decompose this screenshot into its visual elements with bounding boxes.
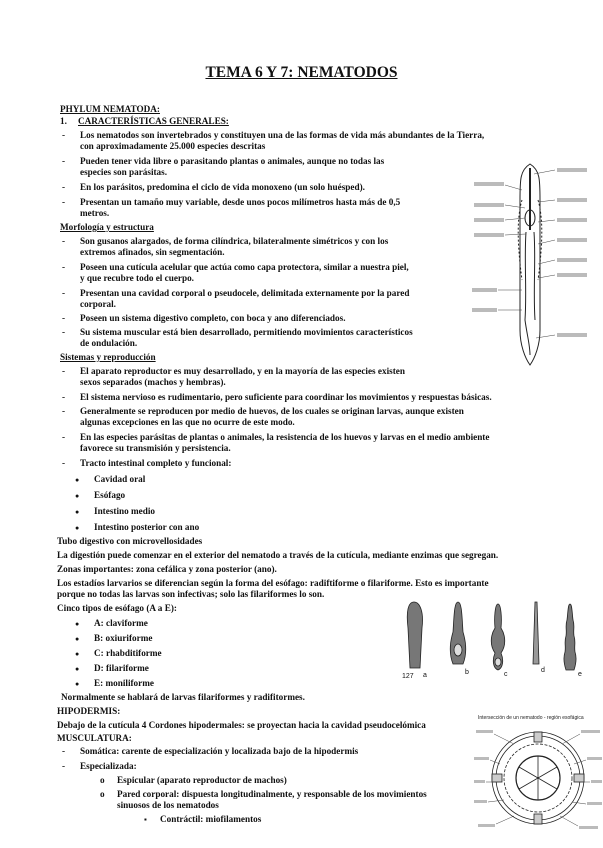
list-item-cont: metros. — [80, 208, 110, 218]
list-item-cont: y que recubre todo el cuerpo. — [80, 273, 194, 283]
esophagus-fig-number: 127 — [402, 673, 414, 680]
list-item-cont: de ondulación. — [80, 338, 138, 348]
paragraph: Tubo digestivo con microvellosidades — [57, 536, 203, 546]
list-item: - Poseen una cutícula acelular que actúa como capa protectora, similar a nuestra piel, — [80, 262, 409, 273]
list-item: - Los nematodos son invertebrados y constituyen una de las formas de vida más abundantes de la Tierra, — [80, 130, 484, 141]
list-item: - Somática: carente de especialización y localizada bajo de la hipodermis — [80, 746, 358, 757]
subheading-morphology: Morfología y estructura — [60, 222, 154, 232]
esophagus-fig-letter: d — [541, 667, 545, 674]
paragraph: Zonas importantes: zona cefálica y zona posterior (ano). — [57, 564, 277, 574]
list-item: - Especializada: — [80, 761, 137, 772]
esophagus-type: ● D: filariforme — [94, 663, 149, 674]
list-item-cont: corporal. — [80, 299, 116, 309]
sub-sub-item: ▪ Contráctil: miofilamentos — [160, 814, 261, 825]
paragraph: porque no todas las larvas son infectivas; solo las filariformes lo son. — [57, 589, 325, 599]
esophagus-type: ● C: rhabditiforme — [94, 648, 162, 659]
cross-section-title: Intersección de un nematodo - región esofágica — [478, 715, 584, 721]
nematode-cross-section-figure — [474, 712, 602, 836]
hipodermis-heading: HIPODERMIS: — [57, 706, 121, 716]
esophagus-fig-letter: b — [465, 669, 469, 676]
list-item: - Tracto intestinal completo y funcional: — [80, 458, 231, 469]
list-item: - Su sistema muscular está bien desarrollado, permitiendo movimientos característicos — [80, 327, 413, 338]
phylum-heading: PHYLUM NEMATODA: — [60, 104, 160, 114]
paragraph: La digestión puede comenzar en el exterior del nematodo a través de la cutícula, mediante enzimas que segregan. — [57, 550, 499, 560]
sub-item: o Espicular (aparato reproductor de machos) — [117, 775, 287, 786]
subheading-reproduction: Sistemas y reproducción — [60, 352, 156, 362]
list-item: - En las especies parásitas de plantas o animales, la resistencia de los huevos y larvas en el medio ambiente — [80, 432, 489, 443]
list-item-cont: extremos afinados, sin segmentación. — [80, 247, 225, 257]
hipodermis-text: Debajo de la cutícula 4 Cordones hipodermales: se proyectan hacia la cavidad pseudocelómica — [57, 720, 426, 730]
esophagus-types-figure — [400, 598, 590, 680]
larvae-note: Normalmente se hablará de larvas filariformes y radifitormes. — [61, 692, 305, 702]
paragraph: Cinco tipos de esófago (A a E): — [57, 603, 177, 613]
esophagus-fig-letter: a — [423, 672, 427, 679]
list-item: - En los parásitos, predomina el ciclo de vida monoxeno (un solo huésped). — [80, 182, 365, 193]
tract-item: ● Intestino posterior con ano — [94, 522, 199, 533]
musculatura-heading: MUSCULATURA: — [57, 733, 132, 743]
list-item: - Pueden tener vida libre o parasitando plantas o animales, aunque no todas las — [80, 156, 384, 167]
list-item-cont: sexos separados (machos y hembras). — [80, 377, 226, 387]
section-number: 1. — [60, 116, 67, 126]
list-item: - Son gusanos alargados, de forma cilíndrica, bilateralmente simétricos y con los — [80, 236, 388, 247]
tract-item: ● Cavidad oral — [94, 474, 145, 485]
list-item-cont: especies son parásitas. — [80, 167, 168, 177]
section-title: CARACTERÍSTICAS GENERALES: — [78, 116, 229, 126]
list-item-cont: algunas excepciones en las que no ocurre de este modo. — [80, 417, 295, 427]
list-item: - Poseen un sistema digestivo completo, con boca y ano diferenciados. — [80, 313, 346, 324]
list-item: - Generalmente se reproducen por medio de huevos, de los cuales se originan larvas, aunque existen — [80, 406, 464, 417]
list-item-cont: con aproximadamente 25.000 especies descritas — [80, 141, 266, 151]
esophagus-fig-letter: e — [578, 671, 582, 678]
esophagus-type: ● A: claviforme — [94, 618, 148, 629]
list-item: - Presentan un tamaño muy variable, desde unos pocos milímetros hasta más de 0,5 — [80, 197, 400, 208]
esophagus-type: ● B: oxiuriforme — [94, 633, 152, 644]
list-item: - El aparato reproductor es muy desarrollado, y en la mayoría de las especies existen — [80, 366, 405, 377]
list-item: - El sistema nervioso es rudimentario, pero suficiente para coordinar los movimientos y respuestas básicas. — [80, 392, 492, 403]
sub-item-cont: sinuosos de los nematodos — [117, 800, 219, 810]
page-title: TEMA 6 Y 7: NEMATODOS — [205, 64, 398, 81]
list-item-cont: favorece su transmisión y persistencia. — [80, 443, 231, 453]
nematode-anatomy-figure — [470, 160, 600, 370]
sub-item: o Pared corporal: dispuesta longitudinalmente, y responsable de los movimientos — [117, 789, 427, 800]
esophagus-type: ● E: moniliforme — [94, 678, 154, 689]
list-item: - Presentan una cavidad corporal o pseudocele, delimitada externamente por la pared — [80, 288, 409, 299]
tract-item: ● Intestino medio — [94, 506, 155, 517]
tract-item: ● Esófago — [94, 490, 125, 501]
paragraph: Los estadíos larvarios se diferencian según la forma del esófago: radiftiforme o filariforme. Esto es importante — [57, 578, 489, 588]
esophagus-fig-letter: c — [504, 671, 508, 678]
